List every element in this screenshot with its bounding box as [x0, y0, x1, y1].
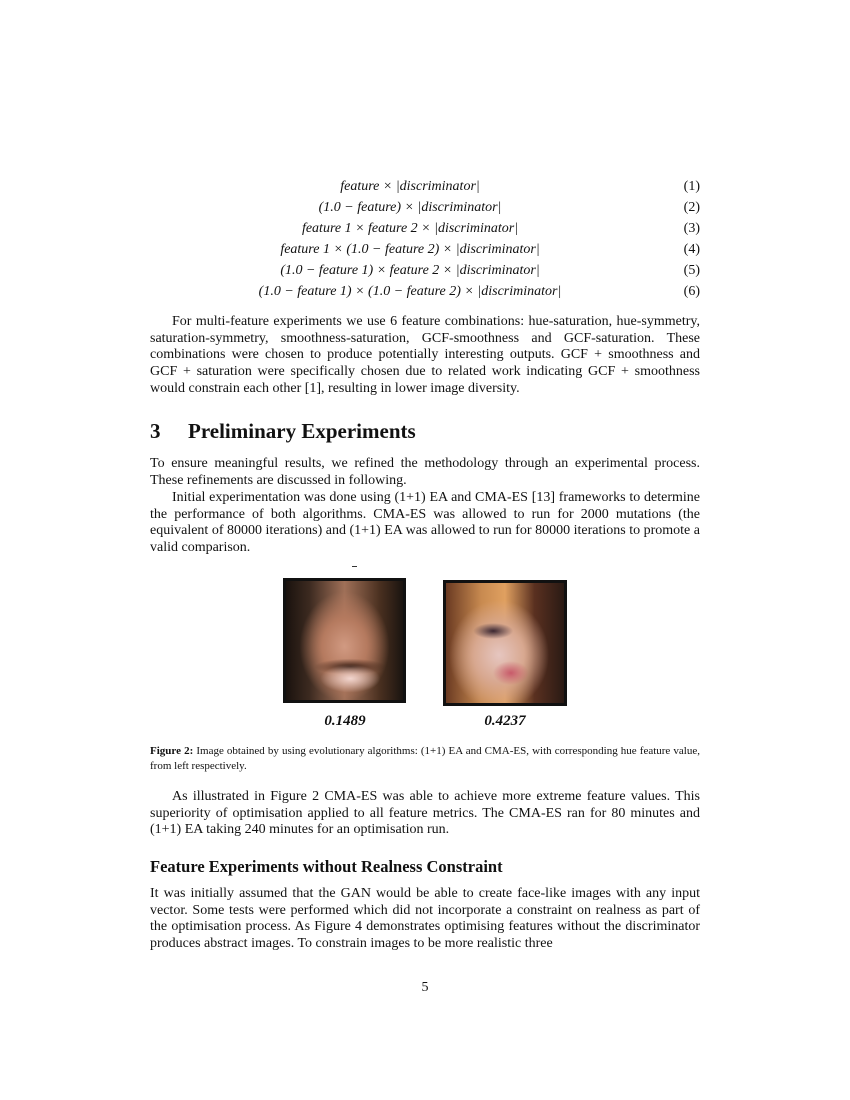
paragraph-results: As illustrated in Figure 2 CMA-ES was able to achieve more extreme feature values. This superiority of optimisation applied to all feature metrics. The CMA-ES ran for 80 minutes and (1+1) EA taking 240 minutes for an optimisation run. — [150, 789, 700, 838]
section-heading: 3 Preliminary Experiments — [150, 419, 416, 443]
paragraph-initial-experimentation: Initial experimentation was done using (1+1) EA and CMA-ES [13] frameworks to determine the performance of both algorithms. CMA-ES was allowed to run for 2000 mutations (the equivalent of 80000 iterations) and (1+1) EA was allowed to run for 80000 iterations to promote a valid comparison. — [150, 490, 700, 556]
stray-mark — [352, 566, 357, 567]
equation-4: feature 1 × (1.0 − feature 2) × |discriminator| (4) — [280, 242, 700, 257]
face-image-ea — [283, 578, 406, 703]
equation-5: (1.0 − feature 1) × feature 2 × |discriminator| (5) — [280, 263, 700, 278]
figure-caption: Figure 2: Image obtained by using evolutionary algorithms: (1+1) EA and CMA-ES, with corresponding hue feature value, from left respectively. — [150, 745, 700, 772]
page-number: 5 — [421, 980, 429, 995]
figure-value-ea: 0.1489 — [324, 713, 366, 729]
face-image-cma-es — [443, 580, 567, 706]
equation-3: feature 1 × feature 2 × |discriminator| (3) — [301, 221, 700, 236]
figure-value-cma-es: 0.4237 — [484, 713, 526, 729]
equation-1: feature × |discriminator| (1) — [340, 179, 700, 194]
paragraph-realness: It was initially assumed that the GAN would be able to create face-like images with any input vector. Some tests were performed which did not incorporate a constraint on realness as part of the optimisation process. As Figure 4 demonstrates optimising features without the discriminator produces abstract images. To constrain images to be more realistic three — [150, 886, 700, 952]
equation-6: (1.0 − feature 1) × (1.0 − feature 2) × |discriminator| (6) — [258, 284, 700, 299]
equation-2: (1.0 − feature) × |discriminator| (2) — [318, 200, 700, 215]
paragraph-feature-combinations: For multi-feature experiments we use 6 feature combinations: hue-saturation, hue-symmetry, saturation-symmetry, smoothness-saturation, GCF-smoothness and GCF-saturation. These combinations were chosen to produce potentially interesting outputs. GCF + smoothness and GCF + saturation were specifically chosen due to related work indicating GCF + smoothness would constrain each other [1], resulting in lower image diversity. — [150, 314, 700, 396]
subsection-heading: Feature Experiments without Realness Constraint — [150, 857, 503, 876]
paragraph-intro: To ensure meaningful results, we refined the methodology through an experimental process. These refinements are discussed in following. — [150, 456, 700, 488]
